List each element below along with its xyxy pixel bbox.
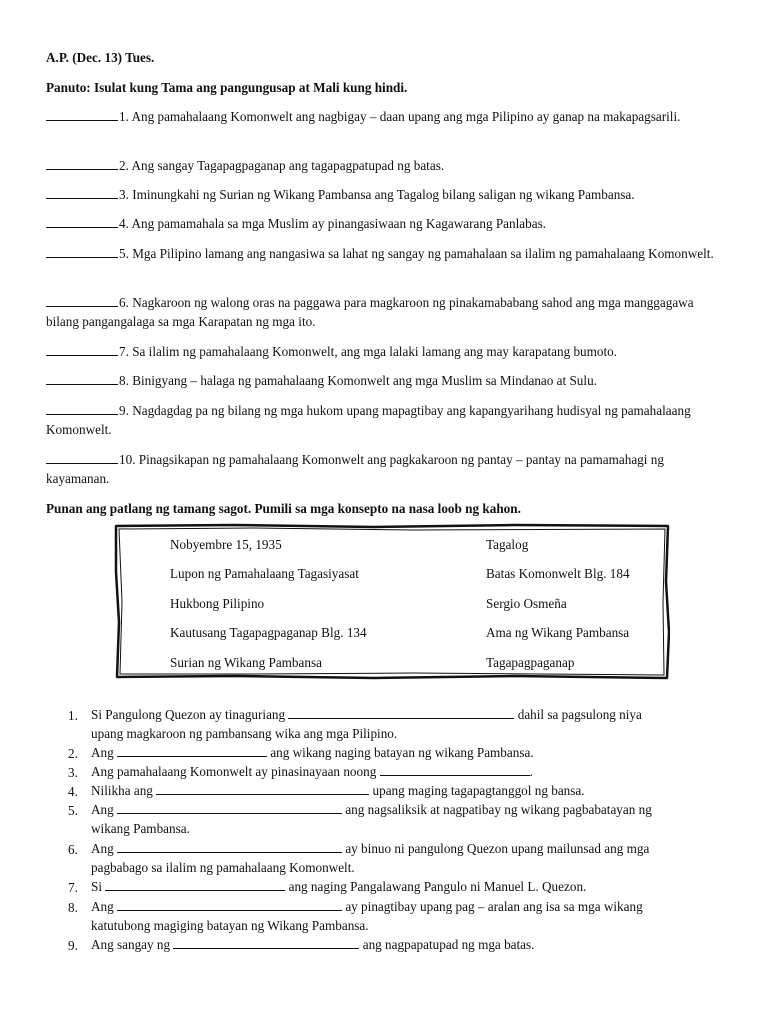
answer-blank[interactable] — [46, 294, 118, 307]
fill-item: Ang ang wikang naging batayan ng wikang Pambansa. — [91, 745, 534, 760]
item-number: 5. — [68, 803, 78, 818]
concept-item: Nobyembre 15, 1935 — [170, 537, 282, 552]
item-number: 7. — [68, 880, 78, 895]
tf-item-text: Binigyang – halaga ng pamahalaang Komonwelt ang mga Muslim sa Mindanao at Sulu. — [132, 373, 597, 388]
tf-item-text: Ang sangay Tagapagpaganap ang tagapagpatupad ng batas. — [131, 158, 445, 173]
tf-item-text: Pinagsikapan ng pamahalaang Komonwelt ang pagkakaroon ng pantay – pantay na pamamahagi ng kayamanan. — [46, 452, 664, 486]
tf-item-text: Nagkaroon ng walong oras na paggawa para magkaroon ng pinakamababang sahod ang mga manggagawa bilang pangangalaga sa mga Karapatan ng mga ito. — [46, 295, 694, 329]
item-number: 6. — [68, 842, 78, 857]
item-number: 9. — [68, 938, 78, 953]
answer-blank[interactable] — [173, 936, 359, 949]
concept-item: Sergio Osmeña — [486, 596, 567, 611]
tf-item: 1. Ang pamahalaang Komonwelt ang nagbigay – daan upang ang mga Pilipino ay ganap na makapagsarili. — [46, 107, 728, 126]
item-number: 3. — [68, 765, 78, 780]
concept-item: Ama ng Wikang Pambansa — [486, 625, 630, 640]
tf-item-text: Sa ilalim ng pamahalaang Komonwelt, ang mga lalaki lamang ang may karapatang bumoto. — [132, 344, 618, 359]
item-number: 4. — [68, 784, 78, 799]
answer-blank[interactable] — [105, 878, 285, 891]
concept-item: Hukbong Pilipino — [170, 596, 265, 611]
fill-item: Ang ay binuo ni pangulong Quezon upang mailunsad ang mga pagbabago sa ilalim ng pamahalaang Komonwelt. — [91, 841, 650, 875]
answer-blank[interactable] — [46, 215, 118, 228]
tf-item: 10. Pinagsikapan ng pamahalaang Komonwelt ang pagkakaroon ng pantay – pantay na pamamahagi ng kayamanan. — [46, 452, 664, 486]
tf-item: 3. Iminungkahi ng Surian ng Wikang Pambansa ang Tagalog bilang saligan ng wikang Pambansa. — [46, 185, 728, 204]
concept-item: Lupon ng Pamahalaang Tagasiyasat — [170, 566, 359, 581]
answer-blank[interactable] — [288, 706, 514, 719]
tf-item: 6. Nagkaroon ng walong oras na paggawa para magkaroon ng pinakamababang sahod ang mga manggagawa bilang pangangalaga sa mga Karapatan ng mga ito. — [46, 295, 694, 329]
worksheet-title: A.P. (Dec. 13) Tues. — [46, 50, 155, 65]
answer-blank[interactable] — [117, 898, 342, 911]
answer-blank[interactable] — [380, 763, 530, 776]
answer-blank[interactable] — [46, 157, 118, 170]
fill-item: Ang ang nagsaliksik at nagpatibay ng wikang pagbabatayan ng wikang Pambansa. — [91, 802, 652, 836]
concept-item: Tagalog — [486, 537, 529, 552]
instruction-true-false: Panuto: Isulat kung Tama ang pangungusap at Mali kung hindi. — [46, 80, 408, 95]
concept-item: Surian ng Wikang Pambansa — [170, 655, 322, 670]
item-number: 1. — [68, 708, 78, 723]
answer-blank[interactable] — [46, 372, 118, 385]
tf-item: 9. Nagdagdag pa ng bilang ng mga hukom upang mapagtibay ang kapangyarihang hudisyal ng pamahalaang Komonwelt. — [46, 403, 691, 437]
item-number: 8. — [68, 900, 78, 915]
tf-item-text: Ang pamahalaang Komonwelt ang nagbigay – daan upang ang mga Pilipino ay ganap na makapagsarili. — [131, 109, 681, 124]
tf-item-text: Ang pamamahala sa mga Muslim ay pinangasiwaan ng Kagawarang Panlabas. — [131, 216, 547, 231]
instruction-fill-in: Punan ang patlang ng tamang sagot. Pumili sa mga konsepto na nasa loob ng kahon. — [46, 501, 521, 516]
fill-item: Si Pangulong Quezon ay tinaguriang dahil sa pagsulong niya upang magkaroon ng pambansang wika ang mga Pilipino. — [91, 707, 642, 741]
tf-item-text: Mga Pilipino lamang ang nangasiwa sa lahat ng sangay ng pamahalaan sa ilalim ng pamahalaang Komonwelt. — [132, 246, 714, 261]
tf-item: 2. Ang sangay Tagapagpaganap ang tagapagpatupad ng batas. — [46, 156, 728, 175]
fill-item: Ang pamahalaang Komonwelt ay pinasinayaan noong . — [91, 764, 533, 779]
item-number: 2. — [68, 746, 78, 761]
answer-blank[interactable] — [46, 451, 118, 464]
fill-item: Ang ay pinagtibay upang pag – aralan ang isa sa mga wikang katutubong magiging batayan ng Wikang Pambansa. — [91, 899, 643, 933]
tf-item-text: Nagdagdag pa ng bilang ng mga hukom upang mapagtibay ang kapangyarihang hudisyal ng pamahalaang Komonwelt. — [46, 403, 691, 437]
answer-blank[interactable] — [117, 801, 342, 814]
answer-blank[interactable] — [117, 744, 267, 757]
answer-blank[interactable] — [46, 245, 118, 258]
concept-item: Tagapagpaganap — [486, 655, 575, 670]
concept-box — [114, 522, 670, 680]
fill-item: Nilikha ang upang maging tagapagtanggol ng bansa. — [91, 783, 585, 798]
fill-item: Ang sangay ng ang nagpapatupad ng mga batas. — [91, 937, 535, 952]
answer-blank[interactable] — [156, 782, 369, 795]
concept-item: Batas Komonwelt Blg. 184 — [486, 566, 630, 581]
tf-item: 7. Sa ilalim ng pamahalaang Komonwelt, ang mga lalaki lamang ang may karapatang bumoto. — [46, 342, 728, 361]
fill-item: Si ang naging Pangalawang Pangulo ni Manuel L. Quezon. — [91, 879, 587, 894]
concept-item: Kautusang Tagapagpaganap Blg. 134 — [170, 625, 367, 640]
tf-item: 8. Binigyang – halaga ng pamahalaang Komonwelt ang mga Muslim sa Mindanao at Sulu. — [46, 371, 728, 390]
answer-blank[interactable] — [46, 402, 118, 415]
answer-blank[interactable] — [46, 186, 118, 199]
tf-item-text: Iminungkahi ng Surian ng Wikang Pambansa ang Tagalog bilang saligan ng wikang Pambansa. — [132, 187, 635, 202]
answer-blank[interactable] — [46, 343, 118, 356]
tf-item: 5. Mga Pilipino lamang ang nangasiwa sa lahat ng sangay ng pamahalaan sa ilalim ng pamahalaang Komonwelt. — [46, 244, 728, 263]
answer-blank[interactable] — [46, 108, 118, 121]
tf-item: 4. Ang pamamahala sa mga Muslim ay pinangasiwaan ng Kagawarang Panlabas. — [46, 214, 728, 233]
answer-blank[interactable] — [117, 840, 342, 853]
